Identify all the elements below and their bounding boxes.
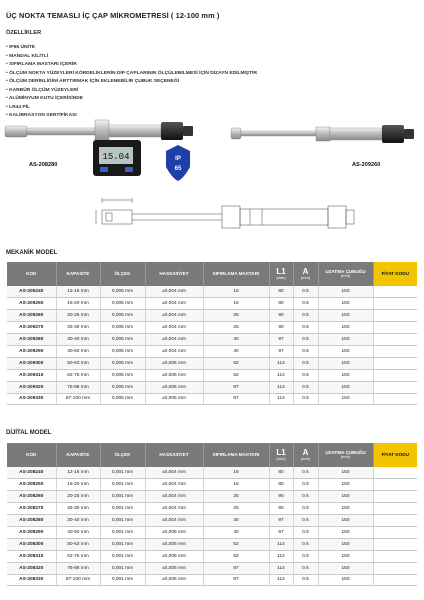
col-header-price-code: FİYAT KODU: [373, 262, 417, 286]
resolution-cell: 0,005 mm: [100, 381, 145, 393]
price-code-cell: [373, 322, 417, 334]
col-header-setting-ring: SIFIRLAMA MASTARI: [203, 443, 269, 467]
extension-cell: 150: [318, 526, 373, 538]
extension-cell: 150: [318, 491, 373, 503]
table-row: [7, 369, 417, 381]
col-header-a-label: A: [302, 266, 309, 276]
l1-cell: 90: [269, 322, 293, 334]
code-cell: AS-208300: [7, 538, 56, 550]
code-cell: AS-209240: [7, 286, 56, 298]
setting-ring-cell: 25: [203, 491, 269, 503]
ip65-badge: [166, 145, 190, 181]
l1-cell: 80: [269, 286, 293, 298]
a-cell: 0.5: [293, 369, 318, 381]
price-code-cell: [373, 574, 417, 586]
table-row: [7, 345, 417, 357]
l1-cell: 114: [269, 393, 293, 405]
extension-cell: 150: [318, 357, 373, 369]
setting-ring-cell: 87: [203, 562, 269, 574]
accuracy-cell: ±0,005 mm: [145, 393, 203, 405]
accuracy-cell: ±0,004 mm: [145, 503, 203, 515]
extension-cell: 150: [318, 345, 373, 357]
l1-cell: 80: [269, 479, 293, 491]
range-cell: 62-75 mm: [56, 550, 100, 562]
a-cell: 0.5: [293, 322, 318, 334]
price-code-cell: [373, 491, 417, 503]
resolution-cell: 0,001 mm: [100, 467, 145, 479]
table-row: [7, 574, 417, 586]
feature-item: • ÖLÇÜM DERİNLİĞİNİ ARTTIRMAK İÇİN EKLENEBİLİR ÇUBUK SEÇENEĞİ: [6, 78, 257, 87]
setting-ring-cell: 40: [203, 526, 269, 538]
a-cell: 0.5: [293, 381, 318, 393]
setting-ring-cell: 40: [203, 515, 269, 527]
setting-ring-cell: 25: [203, 310, 269, 322]
accuracy-cell: ±0,004 mm: [145, 345, 203, 357]
resolution-cell: 0,001 mm: [100, 550, 145, 562]
setting-ring-cell: 87: [203, 393, 269, 405]
a-cell: 0.5: [293, 562, 318, 574]
a-cell: 0.5: [293, 515, 318, 527]
code-cell: AS-208280: [7, 515, 56, 527]
range-cell: 25-30 mm: [56, 503, 100, 515]
code-cell: AS-208270: [7, 503, 56, 515]
setting-ring-cell: 16: [203, 467, 269, 479]
col-header-a-unit: (mm): [300, 275, 311, 281]
resolution-cell: 0,005 mm: [100, 393, 145, 405]
setting-ring-cell: 87: [203, 574, 269, 586]
mechanical-micrometer-image: [231, 125, 414, 143]
table-header-row: [7, 262, 417, 286]
range-cell: 40-50 mm: [56, 345, 100, 357]
l1-cell: 97: [269, 515, 293, 527]
price-code-cell: [373, 562, 417, 574]
col-header-range: KAPASİTE: [56, 262, 100, 286]
col-header-price-code: FİYAT KODU: [373, 443, 417, 467]
a-cell: 0.5: [293, 393, 318, 405]
l1-cell: 80: [269, 467, 293, 479]
col-header-extension-unit: (mm): [340, 454, 351, 460]
a-cell: 0.5: [293, 550, 318, 562]
col-header-l1: [269, 443, 293, 467]
resolution-cell: 0,001 mm: [100, 503, 145, 515]
a-cell: 0.5: [293, 298, 318, 310]
range-cell: 75-88 mm: [56, 381, 100, 393]
resolution-cell: 0,005 mm: [100, 322, 145, 334]
l1-cell: 114: [269, 357, 293, 369]
digital-model-table: [7, 443, 417, 586]
a-cell: 0.5: [293, 491, 318, 503]
resolution-cell: 0,005 mm: [100, 286, 145, 298]
resolution-cell: 0,001 mm: [100, 491, 145, 503]
accuracy-cell: ±0,005 mm: [145, 381, 203, 393]
code-cell: AS-209270: [7, 322, 56, 334]
resolution-cell: 0,001 mm: [100, 574, 145, 586]
col-header-l1: [269, 262, 293, 286]
range-cell: 20-25 mm: [56, 491, 100, 503]
price-code-cell: [373, 369, 417, 381]
code-cell: AS-209310: [7, 369, 56, 381]
setting-ring-cell: 25: [203, 503, 269, 515]
resolution-cell: 0,005 mm: [100, 357, 145, 369]
extension-cell: 150: [318, 515, 373, 527]
right-product-caption: AS-209260: [352, 162, 381, 168]
table-row: [7, 393, 417, 405]
accuracy-cell: ±0,004 mm: [145, 310, 203, 322]
accuracy-cell: ±0,005 mm: [145, 369, 203, 381]
extension-cell: 150: [318, 538, 373, 550]
range-cell: 12-16 mm: [56, 467, 100, 479]
feature-item: • LR44 PİL: [6, 104, 257, 113]
col-header-a: [293, 443, 318, 467]
extension-cell: 150: [318, 550, 373, 562]
table-row: [7, 286, 417, 298]
accuracy-cell: ±0,004 mm: [145, 479, 203, 491]
a-cell: 0.5: [293, 334, 318, 346]
extension-cell: 150: [318, 503, 373, 515]
a-cell: 0.5: [293, 357, 318, 369]
code-cell: AS-208330: [7, 574, 56, 586]
range-cell: 30-40 mm: [56, 334, 100, 346]
l1-cell: 114: [269, 538, 293, 550]
code-cell: AS-209250: [7, 298, 56, 310]
setting-ring-cell: 62: [203, 369, 269, 381]
l1-cell: 97: [269, 334, 293, 346]
a-cell: 0.5: [293, 345, 318, 357]
code-cell: AS-208260: [7, 491, 56, 503]
col-header-a: [293, 262, 318, 286]
table-row: [7, 562, 417, 574]
accuracy-cell: ±0,004 mm: [145, 298, 203, 310]
price-code-cell: [373, 538, 417, 550]
extension-cell: 150: [318, 574, 373, 586]
col-header-accuracy: HASSASİYET: [145, 262, 203, 286]
digital-model-label: DİJİTAL MODEL: [6, 430, 52, 436]
range-cell: 20-25 mm: [56, 310, 100, 322]
page-title: ÜÇ NOKTA TEMASLI İÇ ÇAP MİKROMETRESİ ( 12-100 mm ): [6, 11, 220, 20]
resolution-cell: 0,001 mm: [100, 526, 145, 538]
a-cell: 0.5: [293, 526, 318, 538]
extension-cell: 150: [318, 479, 373, 491]
mechanical-table-body: [7, 286, 417, 405]
code-cell: AS-209330: [7, 393, 56, 405]
features-heading: ÖZELLİKLER: [6, 30, 42, 36]
setting-ring-cell: 25: [203, 322, 269, 334]
resolution-cell: 0,005 mm: [100, 298, 145, 310]
extension-cell: 150: [318, 310, 373, 322]
a-cell: 0.5: [293, 503, 318, 515]
extension-cell: 150: [318, 467, 373, 479]
accuracy-cell: ±0,004 mm: [145, 467, 203, 479]
range-cell: 30-40 mm: [56, 515, 100, 527]
table-row: [7, 322, 417, 334]
accuracy-cell: ±0,004 mm: [145, 515, 203, 527]
col-header-extension-unit: (mm): [340, 273, 351, 279]
table-row: [7, 381, 417, 393]
l1-cell: 114: [269, 369, 293, 381]
feature-item: • KALİBRASYON SERTİFİKASI: [6, 112, 257, 121]
extension-cell: 150: [318, 562, 373, 574]
accuracy-cell: ±0,004 mm: [145, 322, 203, 334]
resolution-cell: 0,001 mm: [100, 538, 145, 550]
range-cell: 50-63 mm: [56, 357, 100, 369]
l1-cell: 80: [269, 298, 293, 310]
col-header-code: KOD: [7, 443, 56, 467]
col-header-resolution: ÖLÇEK: [100, 443, 145, 467]
range-cell: 62-75 mm: [56, 369, 100, 381]
price-code-cell: [373, 334, 417, 346]
price-code-cell: [373, 479, 417, 491]
product-images: [0, 100, 424, 250]
setting-ring-cell: 16: [203, 298, 269, 310]
code-cell: AS-208290: [7, 526, 56, 538]
extension-cell: 150: [318, 393, 373, 405]
accuracy-cell: ±0,004 mm: [145, 286, 203, 298]
code-cell: AS-209300: [7, 357, 56, 369]
col-header-l1-label: L1: [276, 447, 286, 457]
resolution-cell: 0,001 mm: [100, 562, 145, 574]
setting-ring-cell: 62: [203, 357, 269, 369]
col-header-extension-label: UZATMA ÇUBUĞU: [325, 268, 366, 274]
display-readout: 15.04: [102, 152, 130, 162]
resolution-cell: 0,001 mm: [100, 515, 145, 527]
feature-item: • IP65 ÜNİTE: [6, 44, 257, 53]
extension-cell: 150: [318, 322, 373, 334]
extension-cell: 150: [318, 334, 373, 346]
col-header-a-label: A: [302, 447, 309, 457]
code-cell: AS-209280: [7, 334, 56, 346]
resolution-cell: 0,005 mm: [100, 310, 145, 322]
range-cell: 87-100 mm: [56, 574, 100, 586]
resolution-cell: 0,005 mm: [100, 334, 145, 346]
table-row: [7, 538, 417, 550]
table-row: [7, 357, 417, 369]
col-header-l1-unit: (mm): [276, 456, 286, 462]
accuracy-cell: ±0,005 mm: [145, 574, 203, 586]
table-row: [7, 503, 417, 515]
price-code-cell: [373, 357, 417, 369]
price-code-cell: [373, 515, 417, 527]
setting-ring-cell: 40: [203, 345, 269, 357]
col-header-resolution: ÖLÇEK: [100, 262, 145, 286]
code-cell: AS-208250: [7, 479, 56, 491]
price-code-cell: [373, 298, 417, 310]
range-cell: 40-50 mm: [56, 526, 100, 538]
accuracy-cell: ±0,005 mm: [145, 526, 203, 538]
a-cell: 0.5: [293, 574, 318, 586]
extension-cell: 150: [318, 286, 373, 298]
feature-item: • KARBÜR ÖLÇÜM YÜZEYLERİ: [6, 87, 257, 96]
a-cell: 0.5: [293, 310, 318, 322]
col-header-l1-unit: (mm): [276, 275, 286, 281]
resolution-cell: 0,005 mm: [100, 345, 145, 357]
l1-cell: 97: [269, 526, 293, 538]
extension-cell: 150: [318, 381, 373, 393]
range-cell: 25-30 mm: [56, 322, 100, 334]
table-row: [7, 491, 417, 503]
ip-badge-bottom: 65: [174, 166, 182, 172]
price-code-cell: [373, 550, 417, 562]
l1-cell: 114: [269, 550, 293, 562]
setting-ring-cell: 87: [203, 381, 269, 393]
price-code-cell: [373, 381, 417, 393]
code-cell: AS-208240: [7, 467, 56, 479]
mechanical-model-table: [7, 262, 417, 405]
col-header-a-unit: (mm): [300, 456, 311, 462]
accuracy-cell: ±0,004 mm: [145, 334, 203, 346]
feature-item: • SIFIRLAMA MASTARI İÇERİR: [6, 61, 257, 70]
l1-cell: 97: [269, 345, 293, 357]
table-row: [7, 310, 417, 322]
a-cell: 0.5: [293, 538, 318, 550]
code-cell: AS-209290: [7, 345, 56, 357]
table-row: [7, 298, 417, 310]
technical-drawing: [96, 198, 354, 228]
col-header-code: KOD: [7, 262, 56, 286]
code-cell: AS-209260: [7, 310, 56, 322]
price-code-cell: [373, 393, 417, 405]
col-header-setting-ring: SIFIRLAMA MASTARI: [203, 262, 269, 286]
price-code-cell: [373, 503, 417, 515]
setting-ring-cell: 40: [203, 334, 269, 346]
l1-cell: 114: [269, 562, 293, 574]
setting-ring-cell: 62: [203, 550, 269, 562]
a-cell: 0.5: [293, 479, 318, 491]
range-cell: 87-100 mm: [56, 393, 100, 405]
a-cell: 0.5: [293, 467, 318, 479]
setting-ring-cell: 62: [203, 538, 269, 550]
range-cell: 16-20 mm: [56, 298, 100, 310]
accuracy-cell: ±0,005 mm: [145, 562, 203, 574]
l1-cell: 114: [269, 574, 293, 586]
price-code-cell: [373, 310, 417, 322]
code-cell: AS-209320: [7, 381, 56, 393]
feature-item: • ALÜMİNYUM KUTU İÇERİSİNDE: [6, 95, 257, 104]
price-code-cell: [373, 345, 417, 357]
range-cell: 75-88 mm: [56, 562, 100, 574]
extension-cell: 150: [318, 369, 373, 381]
feature-item: • ÖLÇÜM NOKTA YÜZEYLERİ KÖRDELİKLERİN DİP ÇAPLARININ ÖLÇÜLEBİLMESİ İÇİN DİZAYN EDİLMİŞTİR: [6, 70, 257, 79]
table-row: [7, 467, 417, 479]
product-illustration: [0, 100, 424, 250]
col-header-accuracy: HASSASİYET: [145, 443, 203, 467]
l1-cell: 90: [269, 503, 293, 515]
col-header-extension: [318, 262, 373, 286]
table-row: [7, 515, 417, 527]
table-row: [7, 479, 417, 491]
accuracy-cell: ±0,004 mm: [145, 491, 203, 503]
table-header-row: [7, 443, 417, 467]
ip-badge-top: IP: [175, 156, 181, 162]
col-header-extension: [318, 443, 373, 467]
mechanical-model-label: MEKANİK MODEL: [6, 250, 58, 256]
col-header-extension-label: UZATMA ÇUBUĞU: [325, 449, 366, 455]
col-header-l1-label: L1: [276, 266, 286, 276]
accuracy-cell: ±0,005 mm: [145, 357, 203, 369]
a-cell: 0.5: [293, 286, 318, 298]
feature-item: • MANDAL KİLİTLİ: [6, 53, 257, 62]
table-row: [7, 526, 417, 538]
code-cell: AS-208320: [7, 562, 56, 574]
price-code-cell: [373, 467, 417, 479]
l1-cell: 90: [269, 491, 293, 503]
l1-cell: 90: [269, 310, 293, 322]
accuracy-cell: ±0,005 mm: [145, 550, 203, 562]
resolution-cell: 0,001 mm: [100, 479, 145, 491]
price-code-cell: [373, 286, 417, 298]
range-cell: 12-16 mm: [56, 286, 100, 298]
setting-ring-cell: 16: [203, 286, 269, 298]
digital-table-body: [7, 467, 417, 586]
table-row: [7, 334, 417, 346]
resolution-cell: 0,005 mm: [100, 369, 145, 381]
col-header-range: KAPASİTE: [56, 443, 100, 467]
l1-cell: 114: [269, 381, 293, 393]
table-row: [7, 550, 417, 562]
range-cell: 16-20 mm: [56, 479, 100, 491]
code-cell: AS-208310: [7, 550, 56, 562]
price-code-cell: [373, 526, 417, 538]
range-cell: 50-63 mm: [56, 538, 100, 550]
setting-ring-cell: 16: [203, 479, 269, 491]
left-product-caption: AS-208280: [29, 162, 58, 168]
accuracy-cell: ±0,005 mm: [145, 538, 203, 550]
extension-cell: 150: [318, 298, 373, 310]
